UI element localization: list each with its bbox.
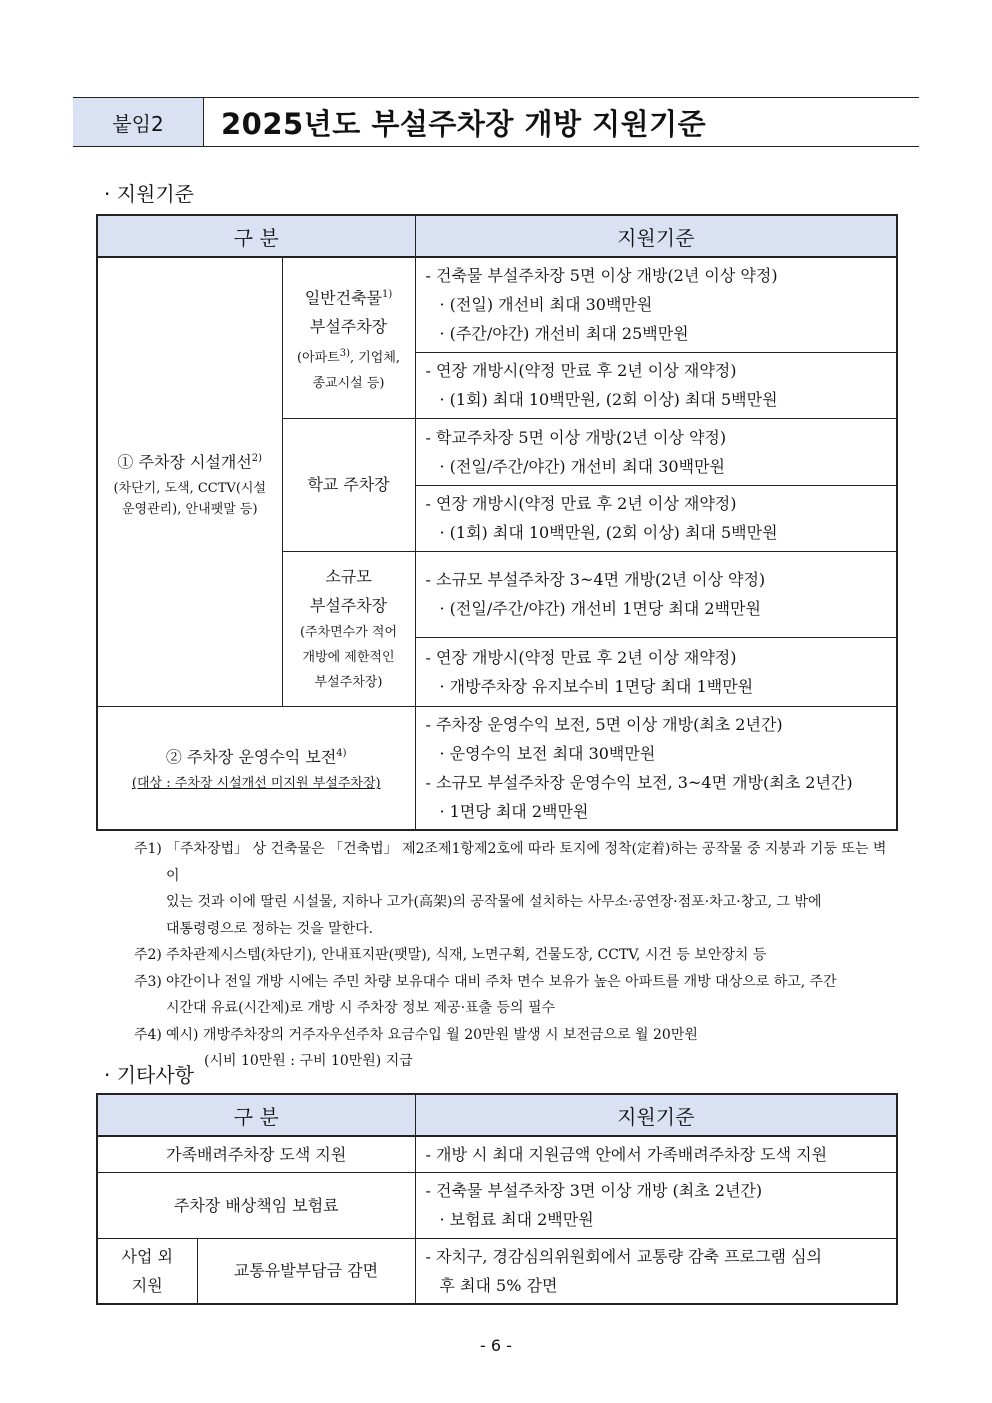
category-revenue-compensation: ② 주차장 운영수익 보전$^{4)}$ (대상 : 주차장 시설개선 미지원 부설주차장) <box>97 706 415 830</box>
criteria-cell: - 개방 시 최대 지원금액 안에서 가족배려주차장 도색 지원 <box>415 1136 897 1172</box>
category-traffic-charge-reduction: 교통유발부담금 감면 <box>197 1238 415 1304</box>
column-header-criteria: 지원기준 <box>415 1094 897 1136</box>
criteria-cell: - 연장 개방시(약정 만료 후 2년 이상 재약정) · 개방주차장 유지보수비 1면당 최대 1백만원 <box>415 637 897 706</box>
other-items-table <box>96 1093 898 1305</box>
column-header-category: 구 분 <box>97 1094 415 1136</box>
category-family-parking: 가족배려주차장 도색 지원 <box>97 1136 415 1172</box>
footnote: 주4) 예시) 개방주차장의 거주자우선주차 요금수입 월 20만원 발생 시 보전금으로 월 20만원 (시비 10만원 : 구비 10만원) 지급 <box>134 1026 698 1069</box>
criteria-cell: - 건축물 부설주차장 5면 이상 개방(2년 이상 약정) · (전일) 개선비 최대 30백만원 · (주간/야간) 개선비 최대 25백만원 <box>415 257 897 352</box>
section-heading-criteria: · 지원기준 <box>104 182 194 206</box>
criteria-cell: - 자치구, 경감심의위원회에서 교통량 감축 프로그램 심의 후 최대 5% 감면 <box>415 1238 897 1304</box>
category-liability-insurance: 주차장 배상책임 보험료 <box>97 1172 415 1238</box>
criteria-cell: - 학교주차장 5면 이상 개방(2년 이상 약정) · (전일/주간/야간) 개선비 최대 30백만원 <box>415 418 897 485</box>
criteria-cell: - 주차장 운영수익 보전, 5면 이상 개방(최초 2년간) · 운영수익 보전 최대 30백만원 - 소규모 부설주차장 운영수익 보전, 3~4면 개방(최초 2년간) · 1면당 최대 2백만원 <box>415 706 897 830</box>
column-header-category: 구 분 <box>97 215 415 257</box>
category-facility-improvement: ① 주차장 시설개선$^{2)}$ (차단기, 도색, CCTV(시설 운영관리), 안내팻말 등) <box>97 257 282 706</box>
criteria-cell: - 건축물 부설주차장 3면 이상 개방 (최초 2년간) · 보험료 최대 2백만원 <box>415 1172 897 1238</box>
page-number: - 6 - <box>480 1336 512 1355</box>
column-header-criteria: 지원기준 <box>415 215 897 257</box>
criteria-cell: - 연장 개방시(약정 만료 후 2년 이상 재약정) · (1회) 최대 10백만원, (2회 이상) 최대 5백만원 <box>415 352 897 418</box>
footnote: 주2) 주차관제시스템(차단기), 안내표지판(팻말), 식재, 노면구획, 건물도장, CCTV, 시건 등 보안장치 등 <box>134 947 767 963</box>
footnote: 주3) 야간이나 전일 개방 시에는 주민 차량 보유대수 대비 주차 면수 보유가 높은 아파트를 개방 대상으로 하고, 주간 시간대 유료(시간제)로 개방 시 주차장 정보 제공·표출 등의 필수 <box>134 973 837 1016</box>
subcategory-school: 학교 주차장 <box>282 418 415 551</box>
footnotes <box>134 836 894 1075</box>
page-title: 2025년도 부설주차장 개방 지원기준 <box>221 106 707 141</box>
footnote: 주1) 「주차장법」 상 건축물은 「건축법」 제2조제1항제2호에 따라 토지에 정착(定着)하는 공작물 중 지붕과 기둥 또는 벽이 있는 것과 이에 딸린 시설물, 지하나 고가(高架)의 공작물에 설치하는 사무소·공연장·점포·차고·창고, 그 밖에 대통령령으로 정하는 것을 말한다. <box>134 841 887 937</box>
criteria-cell: - 소규모 부설주차장 3~4면 개방(2년 이상 약정) · (전일/주간/야간) 개선비 1면당 최대 2백만원 <box>415 551 897 637</box>
criteria-cell: - 연장 개방시(약정 만료 후 2년 이상 재약정) · (1회) 최대 10백만원, (2회 이상) 최대 5백만원 <box>415 485 897 551</box>
subcategory-small-scale: 소규모 부설주차장 (주차면수가 적어 개방에 제한적인 부설주차장) <box>282 551 415 706</box>
subcategory-general-building: 일반건축물$^{1)}$ 부설주차장 (아파트$^{3)}$, 기업체, 종교시설 등) <box>282 257 415 418</box>
document-header <box>73 97 919 147</box>
attachment-tag: 붙임2 <box>73 98 204 146</box>
category-outside-program: 사업 외 지원 <box>97 1238 197 1304</box>
section-heading-other: · 기타사항 <box>104 1063 194 1087</box>
criteria-table <box>96 214 898 831</box>
